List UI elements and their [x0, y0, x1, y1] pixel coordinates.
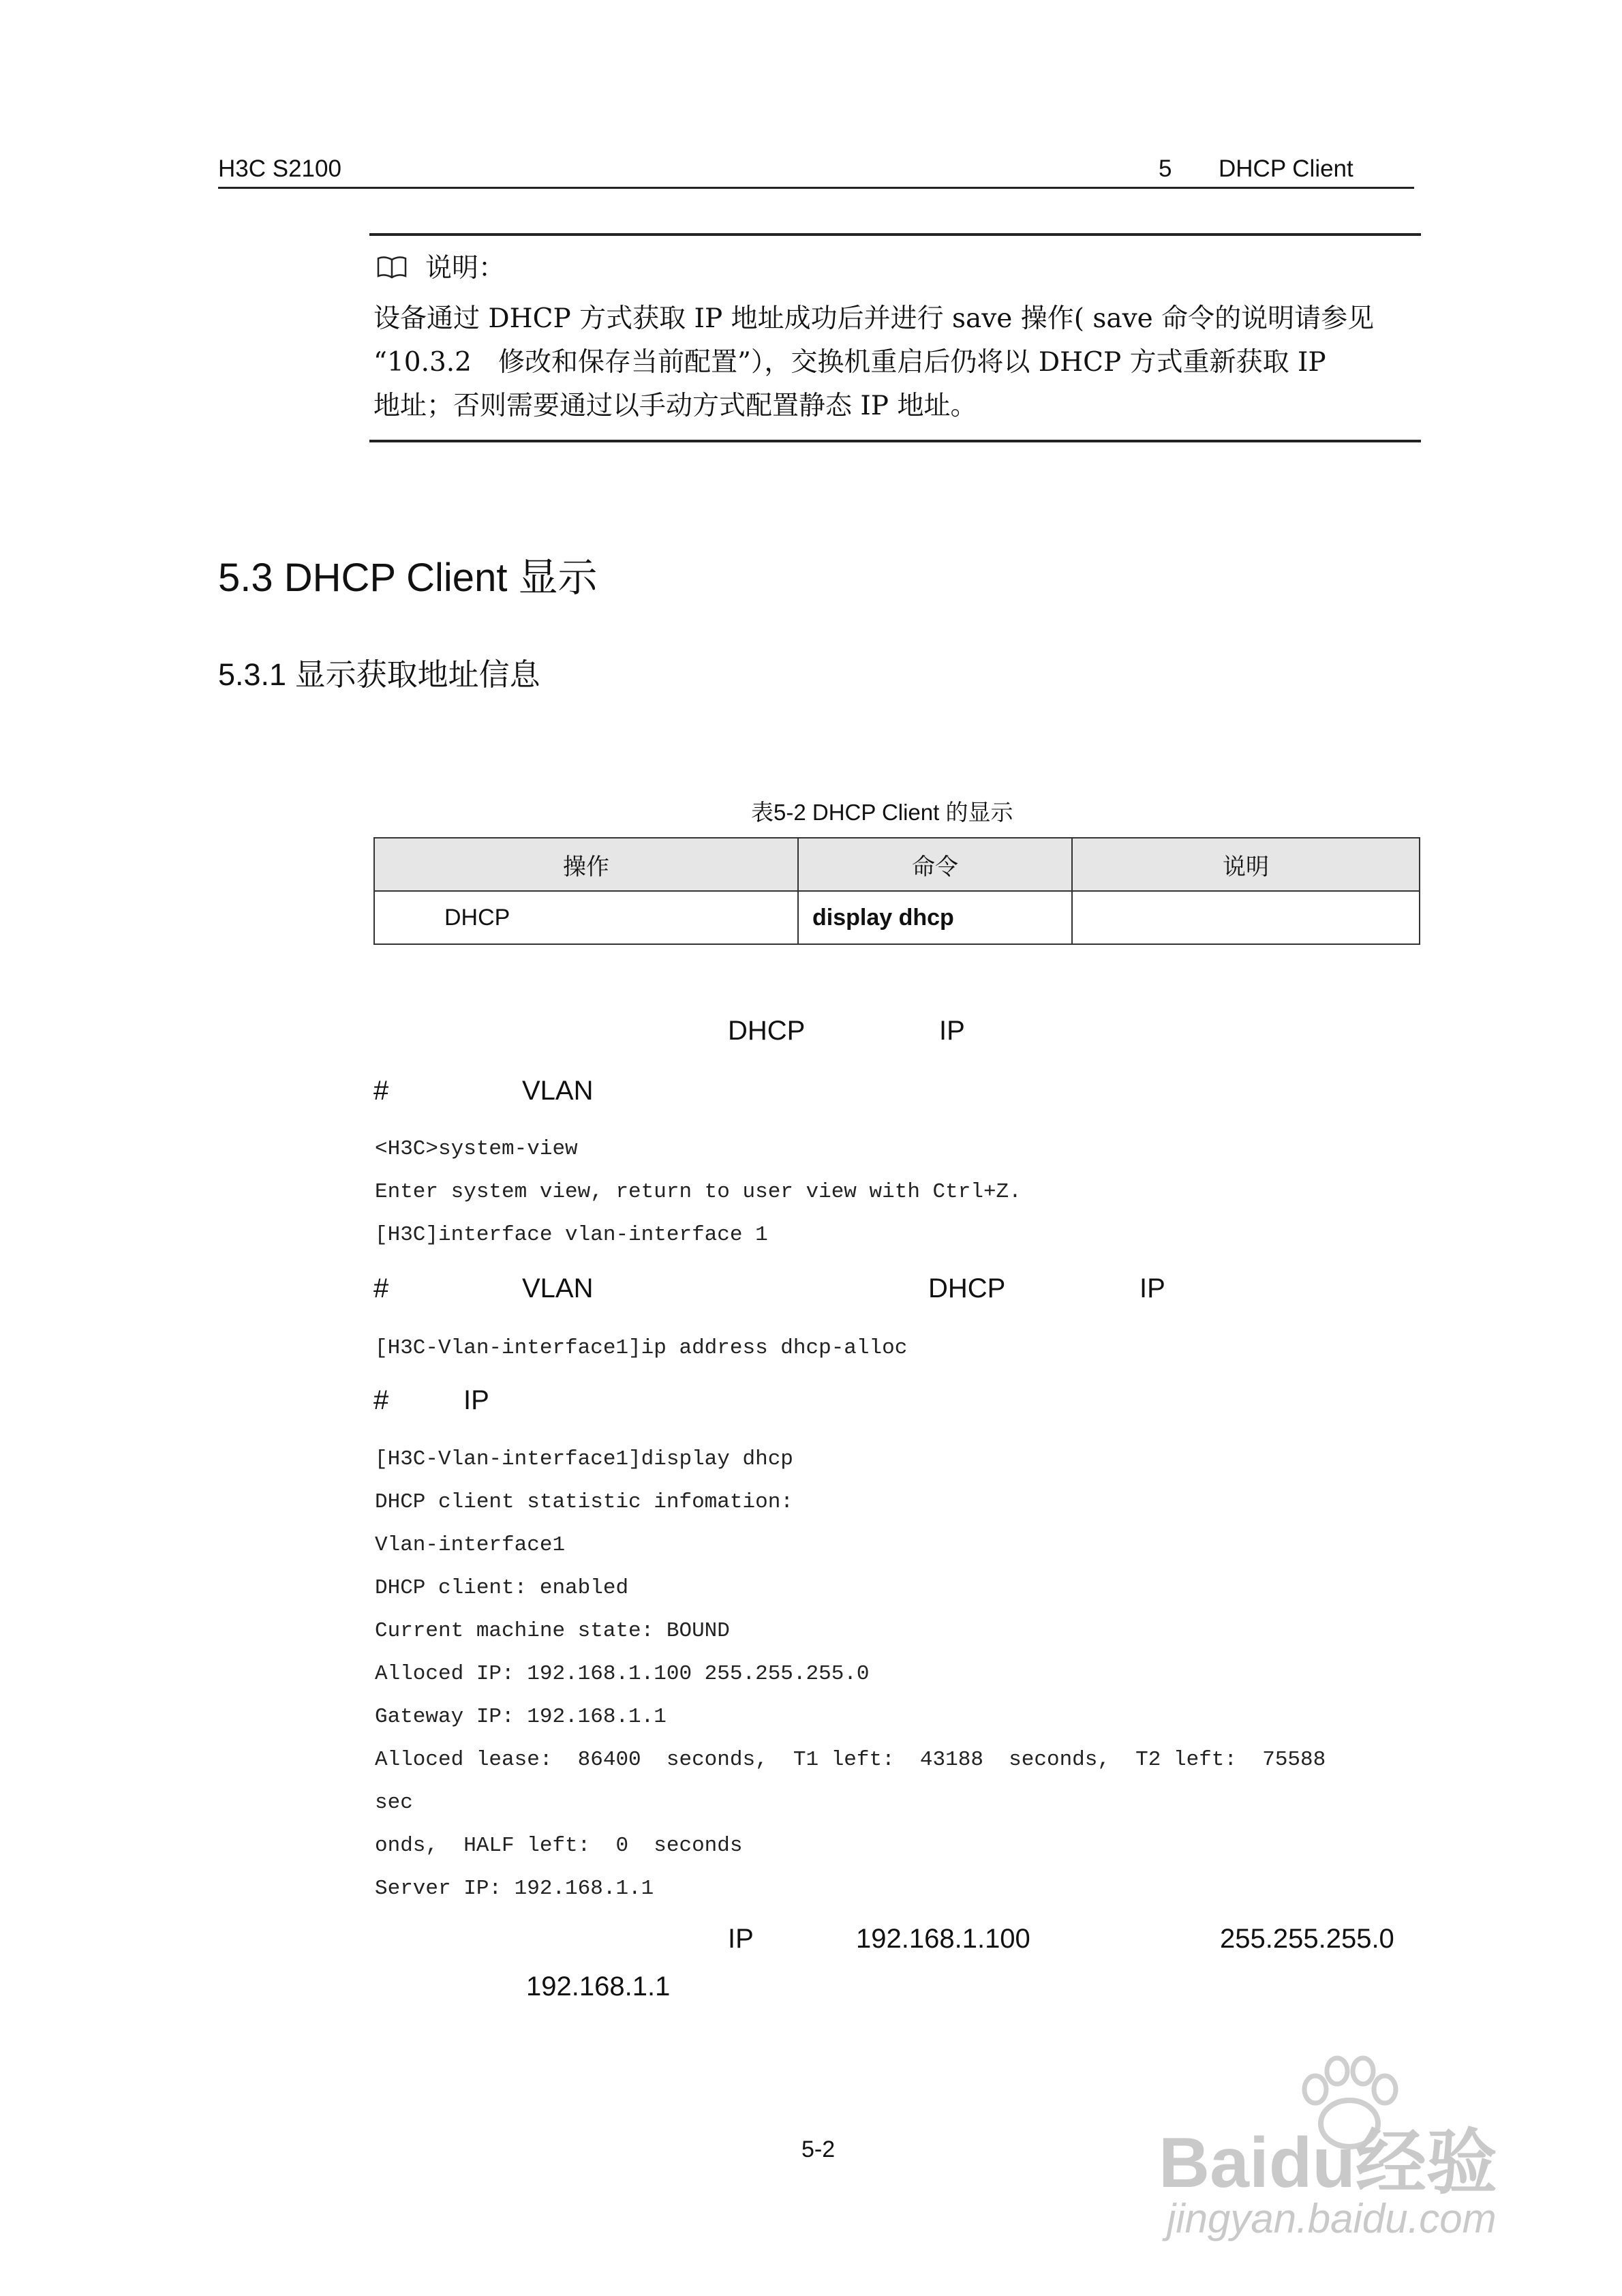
watermark-brand: Baidu经验	[1159, 2124, 1497, 2203]
code3-line: Alloced lease: 86400 seconds, T1 left: 43188 seconds, T2 left: 75588	[375, 1748, 1326, 1772]
header-chapter-title: DHCP Client	[1219, 155, 1353, 182]
header-rule	[218, 187, 1414, 189]
table-header-command: 命令	[798, 838, 1072, 891]
step1-vlan: VLAN	[522, 1076, 594, 1106]
book-icon	[376, 254, 408, 280]
code2-line: [H3C-Vlan-interface1]ip address dhcp-alloc	[375, 1336, 908, 1360]
code1-line: <H3C>system-view	[375, 1137, 578, 1161]
result-subnet-mask: 255.255.255.0	[1220, 1924, 1394, 1954]
code3-line: Gateway IP: 192.168.1.1	[375, 1705, 667, 1729]
step2-hash: #	[373, 1273, 389, 1303]
result-ip-label: IP	[728, 1924, 754, 1954]
table-header-row	[374, 838, 1420, 891]
step2-dhcp: DHCP	[928, 1273, 1006, 1303]
code3-line: DHCP client: enabled	[375, 1576, 629, 1600]
table-header-operation: 操作	[374, 838, 798, 891]
code1-line: Enter system view, return to user view with Ctrl+Z.	[375, 1180, 1022, 1204]
note-line-1: 设备通过 DHCP 方式获取 IP 地址成功后并进行 save 操作( save 命令的说明请参见	[373, 303, 1375, 334]
result-ip-address: 192.168.1.100	[856, 1924, 1030, 1954]
watermark-url: jingyan.baidu.com	[1167, 2196, 1497, 2241]
intro-dhcp: DHCP	[728, 1016, 806, 1046]
code3-line: Vlan-interface1	[375, 1533, 566, 1557]
section-title: 5.3 DHCP Client 显示	[218, 556, 598, 600]
note-bottom-rule	[369, 440, 1421, 442]
code3-line: Current machine state: BOUND	[375, 1619, 730, 1643]
step3-ip: IP	[463, 1385, 489, 1415]
table-header-description: 说明	[1072, 838, 1420, 891]
page-number: 5-2	[801, 2136, 836, 2162]
note-top-rule	[369, 233, 1421, 236]
note-line-3: 地址；否则需要通过以手动方式配置静态 IP 地址。	[373, 391, 977, 421]
table-cell-command: display dhcp	[798, 891, 1072, 944]
step2-vlan: VLAN	[522, 1273, 594, 1303]
header-chapter-number: 5	[1159, 155, 1172, 182]
note-title: 说明：	[425, 253, 506, 284]
step1-hash: #	[373, 1076, 389, 1106]
command-table	[373, 837, 1420, 945]
note-line-2: “10.3.2 修改和保存当前配置”），交换机重启后仍将以 DHCP 方式重新获取 IP	[373, 347, 1326, 378]
header-product: H3C S2100	[218, 155, 341, 182]
subsection-title: 5.3.1 显示获取地址信息	[218, 657, 540, 692]
table-caption: 表5-2 DHCP Client 的显示	[751, 800, 1013, 825]
intro-ip: IP	[939, 1016, 965, 1046]
table-cell-description	[1072, 891, 1420, 944]
step3-hash: #	[373, 1385, 389, 1415]
table-cell-operation: DHCP	[374, 891, 798, 944]
code3-line: Server IP: 192.168.1.1	[375, 1877, 654, 1901]
code3-line: [H3C-Vlan-interface1]display dhcp	[375, 1447, 793, 1471]
code3-line: sec	[375, 1791, 413, 1815]
step2-ip: IP	[1139, 1273, 1165, 1303]
code3-line: onds, HALF left: 0 seconds	[375, 1834, 743, 1858]
table-row	[374, 891, 1420, 944]
code1-line: [H3C]interface vlan-interface 1	[375, 1223, 768, 1247]
code3-line: DHCP client statistic infomation:	[375, 1490, 793, 1514]
code3-line: Alloced IP: 192.168.1.100 255.255.255.0	[375, 1662, 870, 1686]
result-gateway: 192.168.1.1	[526, 1972, 671, 2002]
